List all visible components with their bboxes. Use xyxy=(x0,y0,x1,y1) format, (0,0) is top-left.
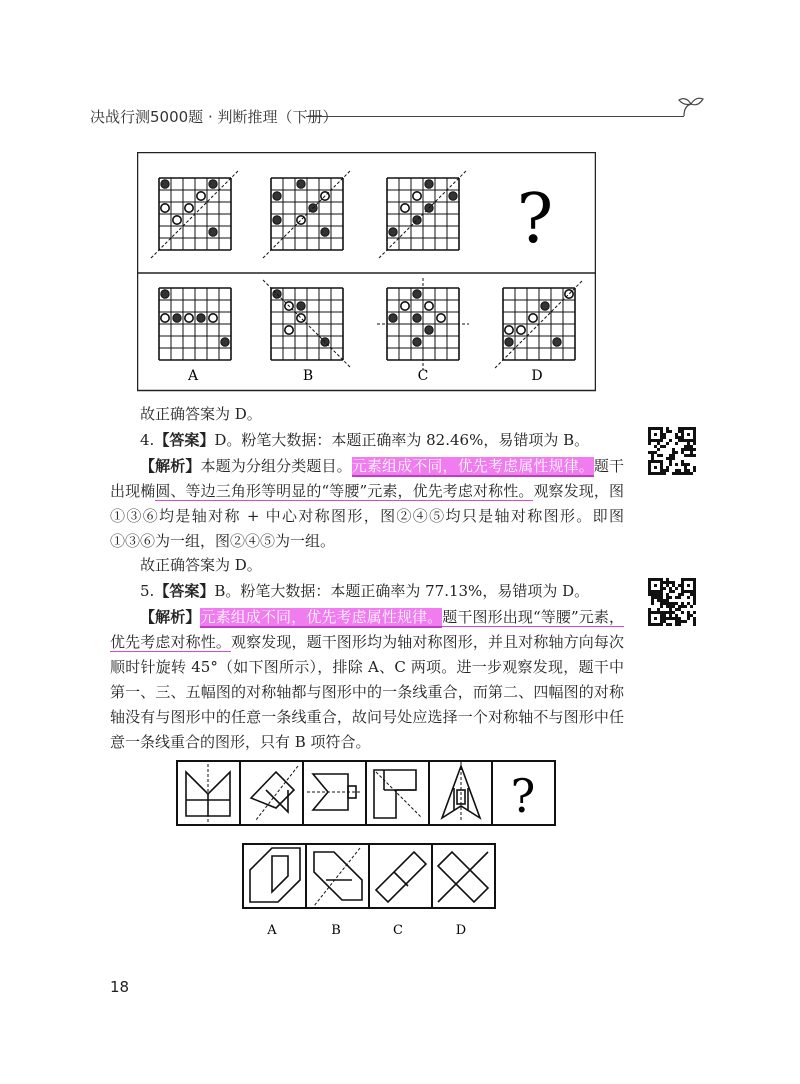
grid-puzzle-figure xyxy=(137,152,596,392)
paragraph-q4-answer: 4.【答案】D。粉笔大数据：本题正确率为 82.46%，易错项为 B。 xyxy=(140,431,590,449)
running-header: 决战行测5000题 · 判断推理（下册） xyxy=(90,108,338,126)
underline-q5: 题干图形出现“等腰”元素，优先考虑对称性。 xyxy=(110,608,624,651)
option-label-a: A xyxy=(187,368,199,384)
option-label-d: D xyxy=(455,923,467,938)
option-label-d: D xyxy=(531,368,543,384)
sprout-icon xyxy=(676,94,706,122)
highlight-q4: 元素组成不同，优先考虑属性规律。 xyxy=(351,457,594,475)
option-label-c: C xyxy=(417,368,429,384)
paragraph-q5-answer: 5.【答案】B。粉笔大数据：本题正确率为 77.13%，易错项为 D。 xyxy=(140,582,590,600)
qr-code-icon[interactable] xyxy=(648,578,696,626)
paragraph-q4-analysis: 【解析】本题为分组分类题目。元素组成不同，优先考虑属性规律。题干出现椭圆、等边三角形等明显的“等腰”元素，优先考虑对称性。观察发现，图①③⑥均是轴对称 + 中心对称图形，图②④⑤均只是轴对称图形。即图①③⑥为一组，图②④⑤为一组。 xyxy=(110,457,624,550)
underline-q4: 圆、等边三角形等明显的“等腰”元素，优先考虑对称性。 xyxy=(155,482,534,500)
option-label-a: A xyxy=(267,923,277,938)
highlight-q5: 元素组成不同，优先考虑属性规律。 xyxy=(200,608,443,626)
page-number: 18 xyxy=(110,978,130,996)
top-question-mark: ? xyxy=(516,180,554,259)
symmetry-puzzle-figure xyxy=(176,760,558,942)
qr-code-icon[interactable] xyxy=(648,427,696,475)
option-label-c: C xyxy=(393,923,403,938)
header-rule xyxy=(306,116,684,117)
paragraph-answer-3: 故正确答案为 D。 xyxy=(140,405,262,423)
paragraph-answer-4: 故正确答案为 D。 xyxy=(140,556,262,574)
paragraph-q5-analysis: 【解析】元素组成不同，优先考虑属性规律。题干图形出现“等腰”元素，优先考虑对称性。观察发现，题干图形均为轴对称图形，并且对称轴方向每次顺时针旋转 45°（如下图所示），排除 A、C 两项。进一步观察发现，题干中第一、三、五幅图的对称轴都与图形中的一条线重合，而第二、四幅图的对称轴没有与图形中的任意一条线重合，故问号处应选择一个对称轴不与图形中任意一条线重合的图形，只有 B 项符合。 xyxy=(110,608,624,751)
option-label-b: B xyxy=(331,923,341,938)
bottom-question-mark: ? xyxy=(510,769,536,823)
option-label-b: B xyxy=(302,368,314,384)
